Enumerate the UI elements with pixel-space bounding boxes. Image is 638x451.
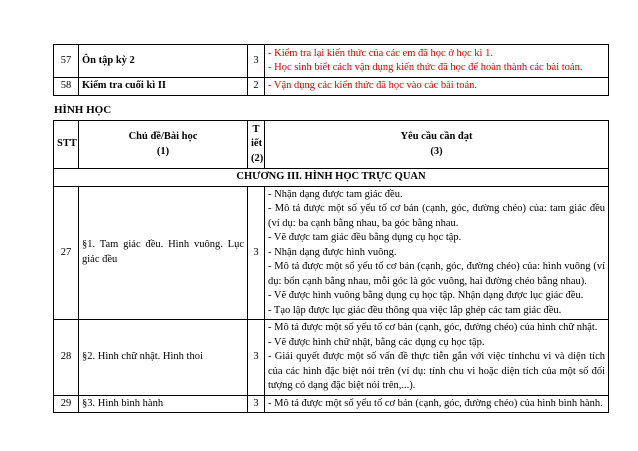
periods-cell: 2	[248, 78, 265, 96]
header-req-number: (3)	[430, 145, 443, 157]
requirement-line: - Kiểm tra lại kiến thức của các em đã học ở học kì 1.	[268, 47, 493, 59]
chapter-row	[54, 169, 609, 187]
requirement-line: - Nhận dạng được hình vuông.	[268, 246, 397, 258]
requirements-cell	[265, 395, 609, 413]
requirement-line: - Giải quyết được một số vấn đề thực tiễn gắn với việc tínhchu vi và diện tích của các hình đặc biệt nói trên (ví dụ: tính chu vi hoặc diện tích của một số đối tượng có dạng đặc biệt nói trên,...).	[268, 351, 605, 391]
periods-cell: 3	[248, 320, 265, 396]
requirement-line: - Vận dụng các kiến thức đã học vào các bài toán.	[268, 80, 477, 91]
requirements-cell	[265, 45, 609, 78]
topic-cell: §3. Hình bình hành	[79, 395, 248, 413]
header-periods-line1: T	[252, 123, 260, 135]
requirements-cell	[265, 186, 609, 320]
requirement-line: - Mô tả được một số yếu tố cơ bản (cạnh, góc, đường chéo) của hình chữ nhật.	[268, 322, 598, 333]
header-topic-label: Chủ đề/Bài học	[128, 131, 198, 142]
table-row	[54, 320, 609, 396]
review-table	[53, 44, 609, 96]
header-topic	[79, 121, 248, 169]
requirement-line: - Vẽ được hình vuông bằng dụng cụ học tập. Nhận dạng được lục giác đều.	[268, 290, 584, 301]
requirement-line: - Nhận dạng được tam giác đều.	[268, 188, 403, 200]
stt-cell: 57	[54, 45, 79, 78]
topic-cell: §2. Hình chữ nhật. Hình thoi	[79, 320, 248, 396]
header-stt: STT	[54, 121, 79, 169]
header-topic-number: (1)	[156, 145, 170, 157]
table-row	[54, 395, 609, 413]
header-periods-line3: (2)	[251, 152, 264, 164]
requirement-line: - Vẽ được hình chữ nhật, bằng các dụng cụ học tập.	[268, 336, 485, 348]
chapter-title: CHƯƠNG III. HÌNH HỌC TRỰC QUAN	[54, 169, 609, 187]
header-periods-line2: iết	[251, 138, 263, 150]
requirement-line: - Mô tả được một số yếu tố cơ bản (cạnh, góc, đường chéo) của hình bình hành.	[268, 397, 603, 409]
periods-cell: 3	[248, 395, 265, 413]
topic-cell: §1. Tam giác đều. Hình vuông. Lục giác đều	[79, 186, 248, 320]
requirements-cell	[265, 78, 609, 96]
table-row	[54, 186, 609, 320]
stt-cell: 28	[54, 320, 79, 396]
topic-cell: Kiểm tra cuối kì II	[79, 78, 248, 96]
table-row	[54, 45, 609, 78]
requirement-line: - Mô tả được một số yếu tố cơ bản (cạnh, góc, đường chéo) của: hình vuông (ví dụ: bốn cạnh bằng nhau, mỗi góc là góc vuông, hai đường chéo bằng nhau).	[268, 261, 605, 287]
header-requirements	[265, 121, 609, 169]
header-periods	[248, 121, 265, 169]
header-row	[54, 121, 609, 169]
periods-cell: 3	[248, 186, 265, 320]
geometry-table	[53, 120, 609, 413]
requirement-line: - Học sinh biết cách vận dụng kiến thức đã học để hoàn thành các bài toán.	[268, 62, 583, 73]
table-row	[54, 78, 609, 96]
requirements-cell	[265, 320, 609, 396]
requirement-line: - Vẽ được tam giác đều bằng dụng cụ học tập.	[268, 232, 462, 243]
requirement-line: - Mô tả được một số yếu tố cơ bản (cạnh, góc, đường chéo) của: tam giác đều (ví dụ: ba cạnh bằng nhau, ba góc bằng nhau.	[268, 203, 605, 229]
section-title: HÌNH HỌC	[54, 104, 112, 116]
requirement-line: - Tạo lập được lục giác đều thông qua việc lắp ghép các tam giác đều.	[268, 304, 562, 316]
periods-cell: 3	[248, 45, 265, 78]
stt-cell: 58	[54, 78, 79, 96]
header-req-label: Yêu cầu cần đạt	[400, 131, 473, 142]
topic-cell: Ôn tập kỳ 2	[79, 45, 248, 78]
stt-cell: 27	[54, 186, 79, 320]
stt-cell: 29	[54, 395, 79, 413]
